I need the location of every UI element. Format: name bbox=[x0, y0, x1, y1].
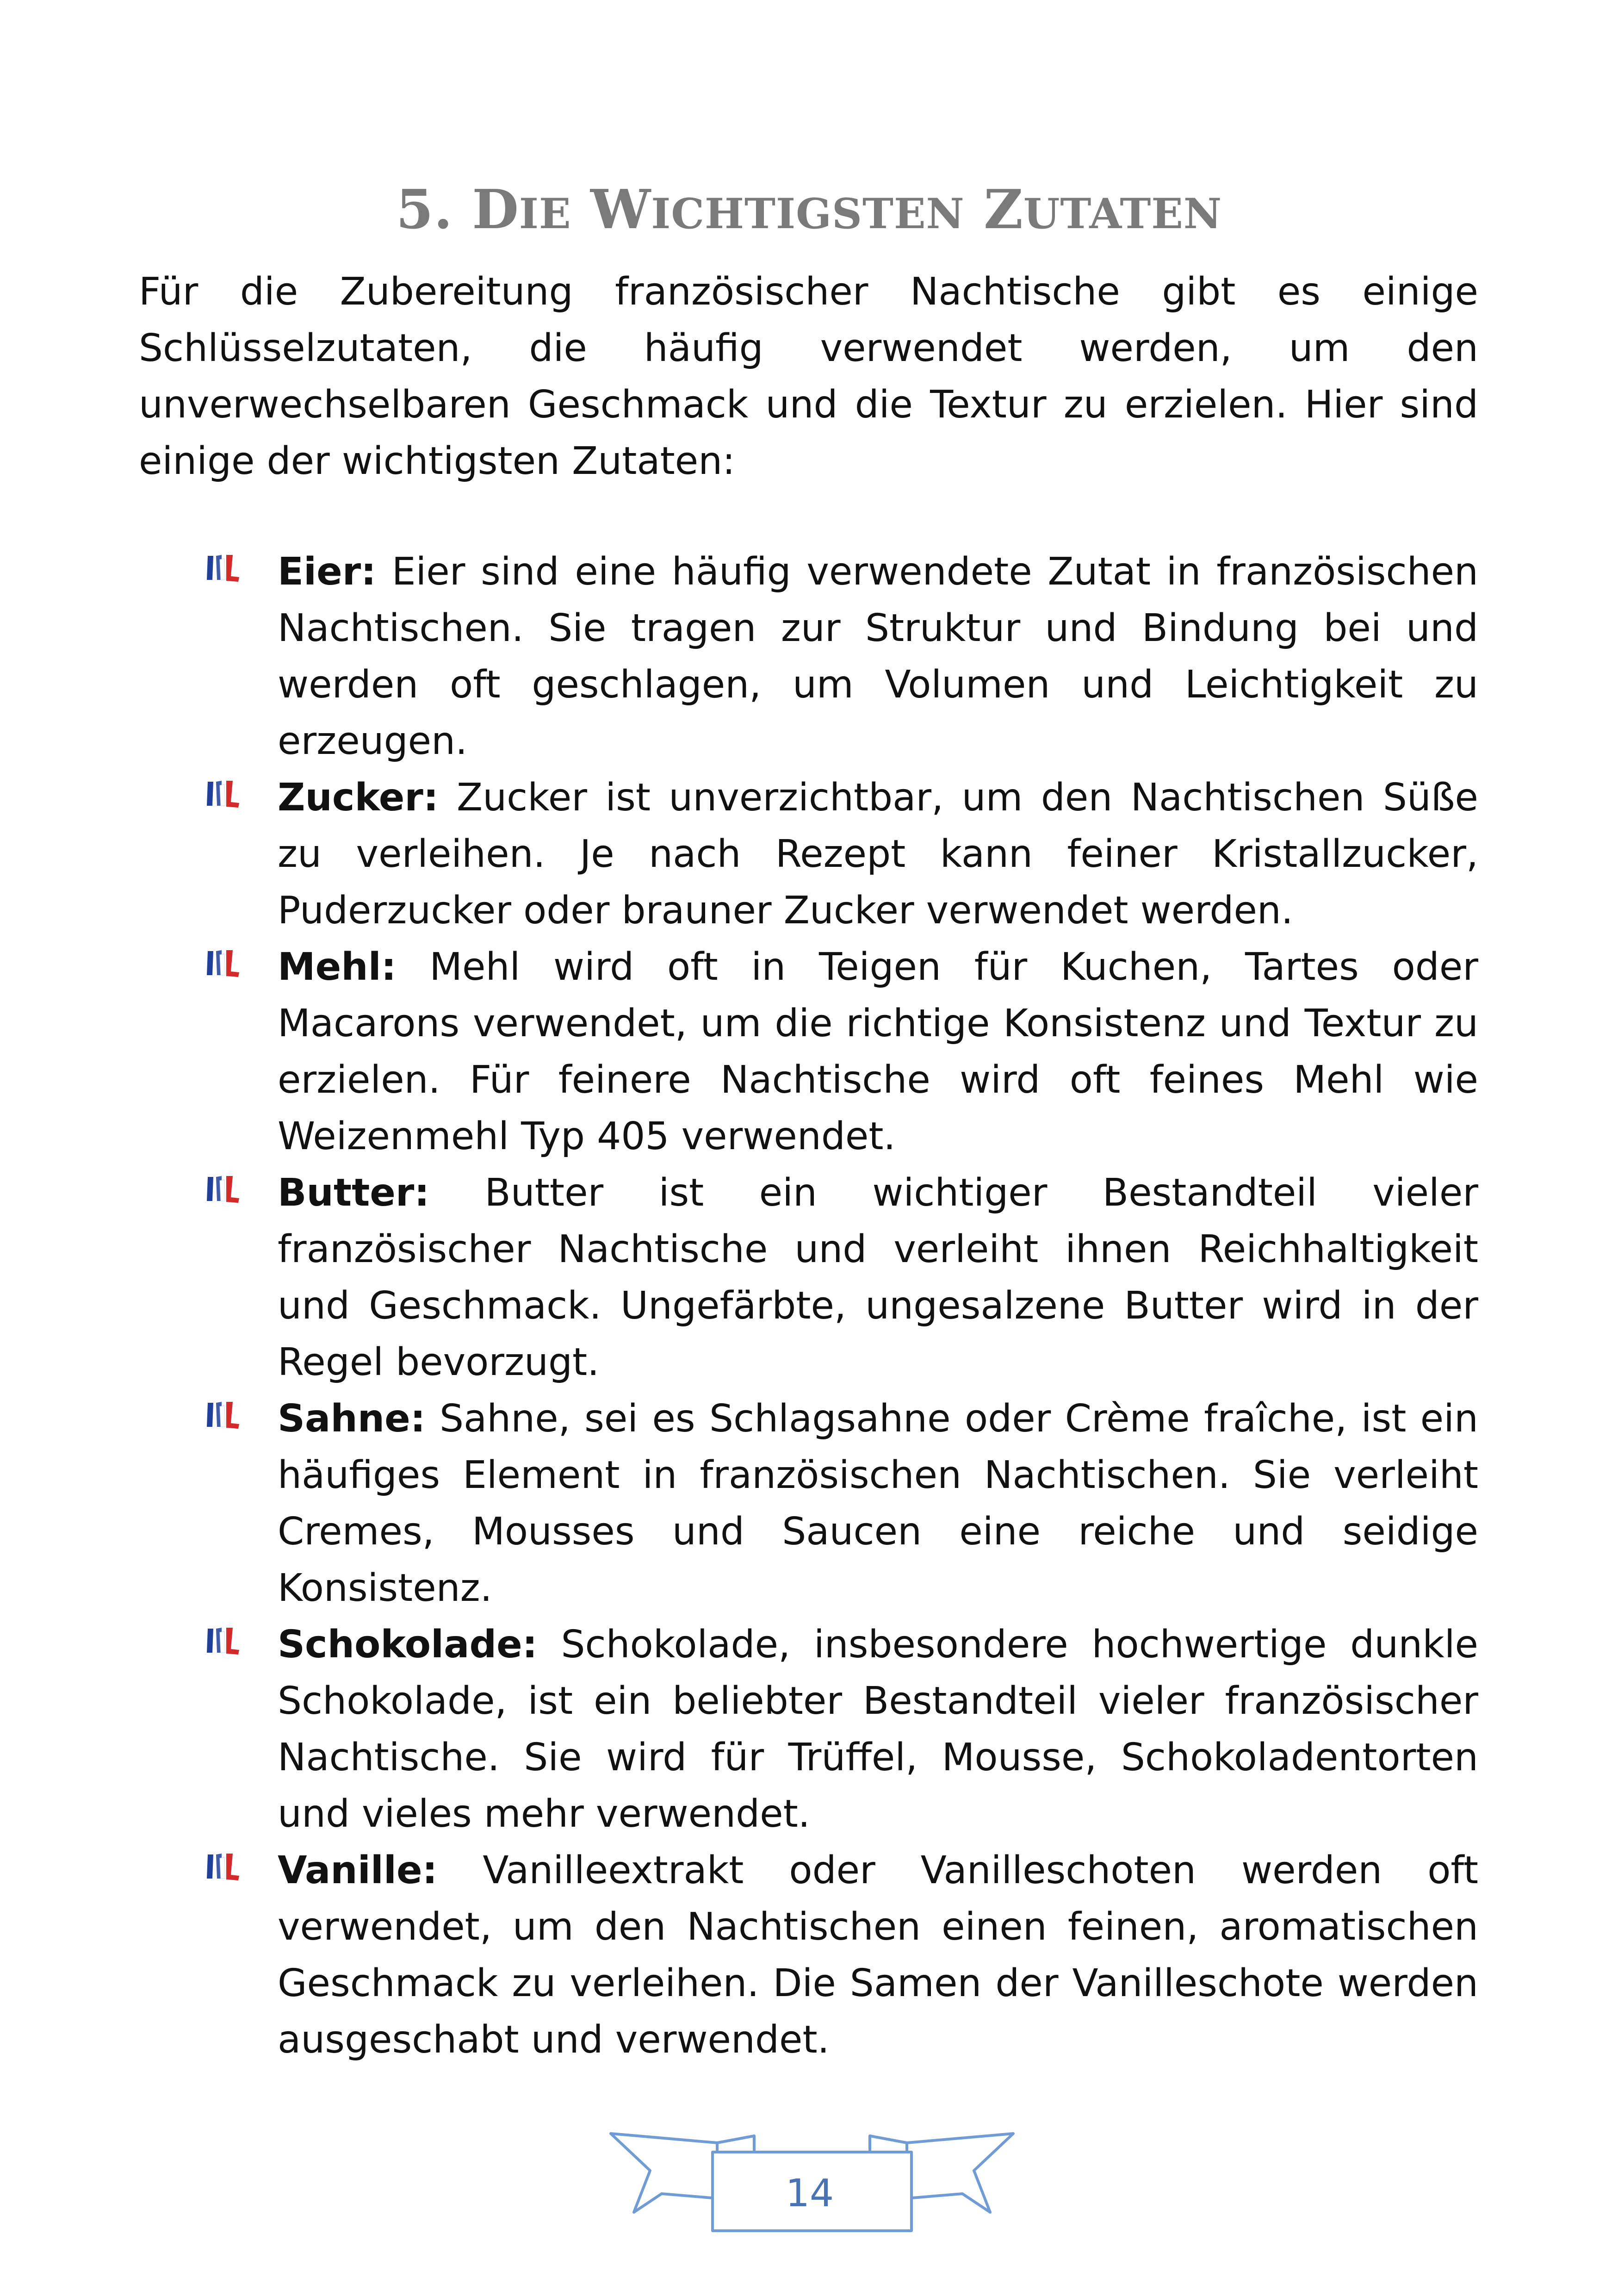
french-flag-bullet-icon bbox=[206, 779, 248, 811]
list-item bbox=[139, 1842, 1478, 2068]
ingredient-text: Zucker ist unverzichtbar, um den Nachtischen Süße zu verleihen. Je nach Rezept kann feiner Kristallzucker, Puderzucker oder brauner Zucker verwendet werden. bbox=[278, 776, 1478, 933]
ingredient-text: Butter ist ein wichtiger Bestandteil vieler französischer Nachtische und verleiht ihnen Reichhaltigkeit und Geschmack. Ungefärbte, ungesalzene Butter wird in der Regel bevorzugt. bbox=[278, 1171, 1478, 1384]
list-item bbox=[139, 1617, 1478, 1842]
list-item bbox=[139, 939, 1478, 1165]
heading-word-2: WICHTIGSTEN bbox=[590, 178, 965, 241]
ingredient-term: Butter: bbox=[278, 1171, 430, 1215]
french-flag-bullet-icon bbox=[206, 1626, 248, 1658]
heading-number: 5. bbox=[396, 178, 453, 241]
french-flag-bullet-icon bbox=[206, 553, 248, 585]
ingredient-term: Mehl: bbox=[278, 945, 397, 989]
ingredient-term: Schokolade: bbox=[278, 1623, 538, 1667]
list-item bbox=[139, 770, 1478, 939]
french-flag-bullet-icon bbox=[206, 948, 248, 981]
list-item bbox=[139, 1165, 1478, 1391]
list-item bbox=[139, 1391, 1478, 1617]
ingredient-term: Eier: bbox=[278, 550, 376, 594]
list-item bbox=[139, 544, 1478, 770]
ingredient-term: Vanille: bbox=[278, 1848, 438, 1892]
ingredient-term: Sahne: bbox=[278, 1397, 426, 1441]
page-number: 14 bbox=[785, 2172, 834, 2215]
ingredient-text: Schokolade, insbesondere hochwertige dunkle Schokolade, ist ein beliebter Bestandteil vieler französischer Nachtische. Sie wird für Trüffel, Mousse, Schokoladentorten und vieles mehr verwendet. bbox=[278, 1623, 1478, 1836]
ingredient-text: Vanilleextrakt oder Vanilleschoten werden oft verwendet, um den Nachtischen einen feinen, aromatischen Geschmack zu verleihen. Die Samen der Vanilleschote werden ausgeschabt und verwendet. bbox=[278, 1848, 1478, 2062]
french-flag-bullet-icon bbox=[206, 1174, 248, 1207]
page-title bbox=[0, 175, 1618, 249]
ingredient-term: Zucker: bbox=[278, 776, 439, 820]
ingredient-text: Sahne, sei es Schlagsahne oder Crème fraîche, ist ein häufiges Element in französischen Nachtischen. Sie verleiht Cremes, Mousses und Saucen eine reiche und seidige Konsistenz. bbox=[278, 1397, 1478, 1610]
french-flag-bullet-icon bbox=[206, 1400, 248, 1432]
ingredient-list bbox=[139, 544, 1478, 2068]
heading-word-3: ZUTATEN bbox=[984, 178, 1222, 241]
heading-word-1: DIE bbox=[472, 178, 571, 241]
french-flag-bullet-icon bbox=[206, 1852, 248, 1884]
ingredient-text: Mehl wird oft in Teigen für Kuchen, Tartes oder Macarons verwendet, um die richtige Konsistenz und Textur zu erzielen. Für feinere Nachtische wird oft feines Mehl wie Weizenmehl Typ 405 verwendet. bbox=[278, 945, 1478, 1158]
intro-paragraph: Für die Zubereitung französischer Nachtische gibt es einige Schlüsselzutaten, die häufig verwendet werden, um den unverwechselbaren Geschmack und die Textur zu erzielen. Hier sind einige der wichtigsten Zutaten: bbox=[139, 270, 1478, 483]
ingredient-text: Eier sind eine häufig verwendete Zutat in französischen Nachtischen. Sie tragen zur Struktur und Bindung bei und werden oft geschlagen, um Volumen und Leichtigkeit zu erzeugen. bbox=[278, 550, 1478, 763]
